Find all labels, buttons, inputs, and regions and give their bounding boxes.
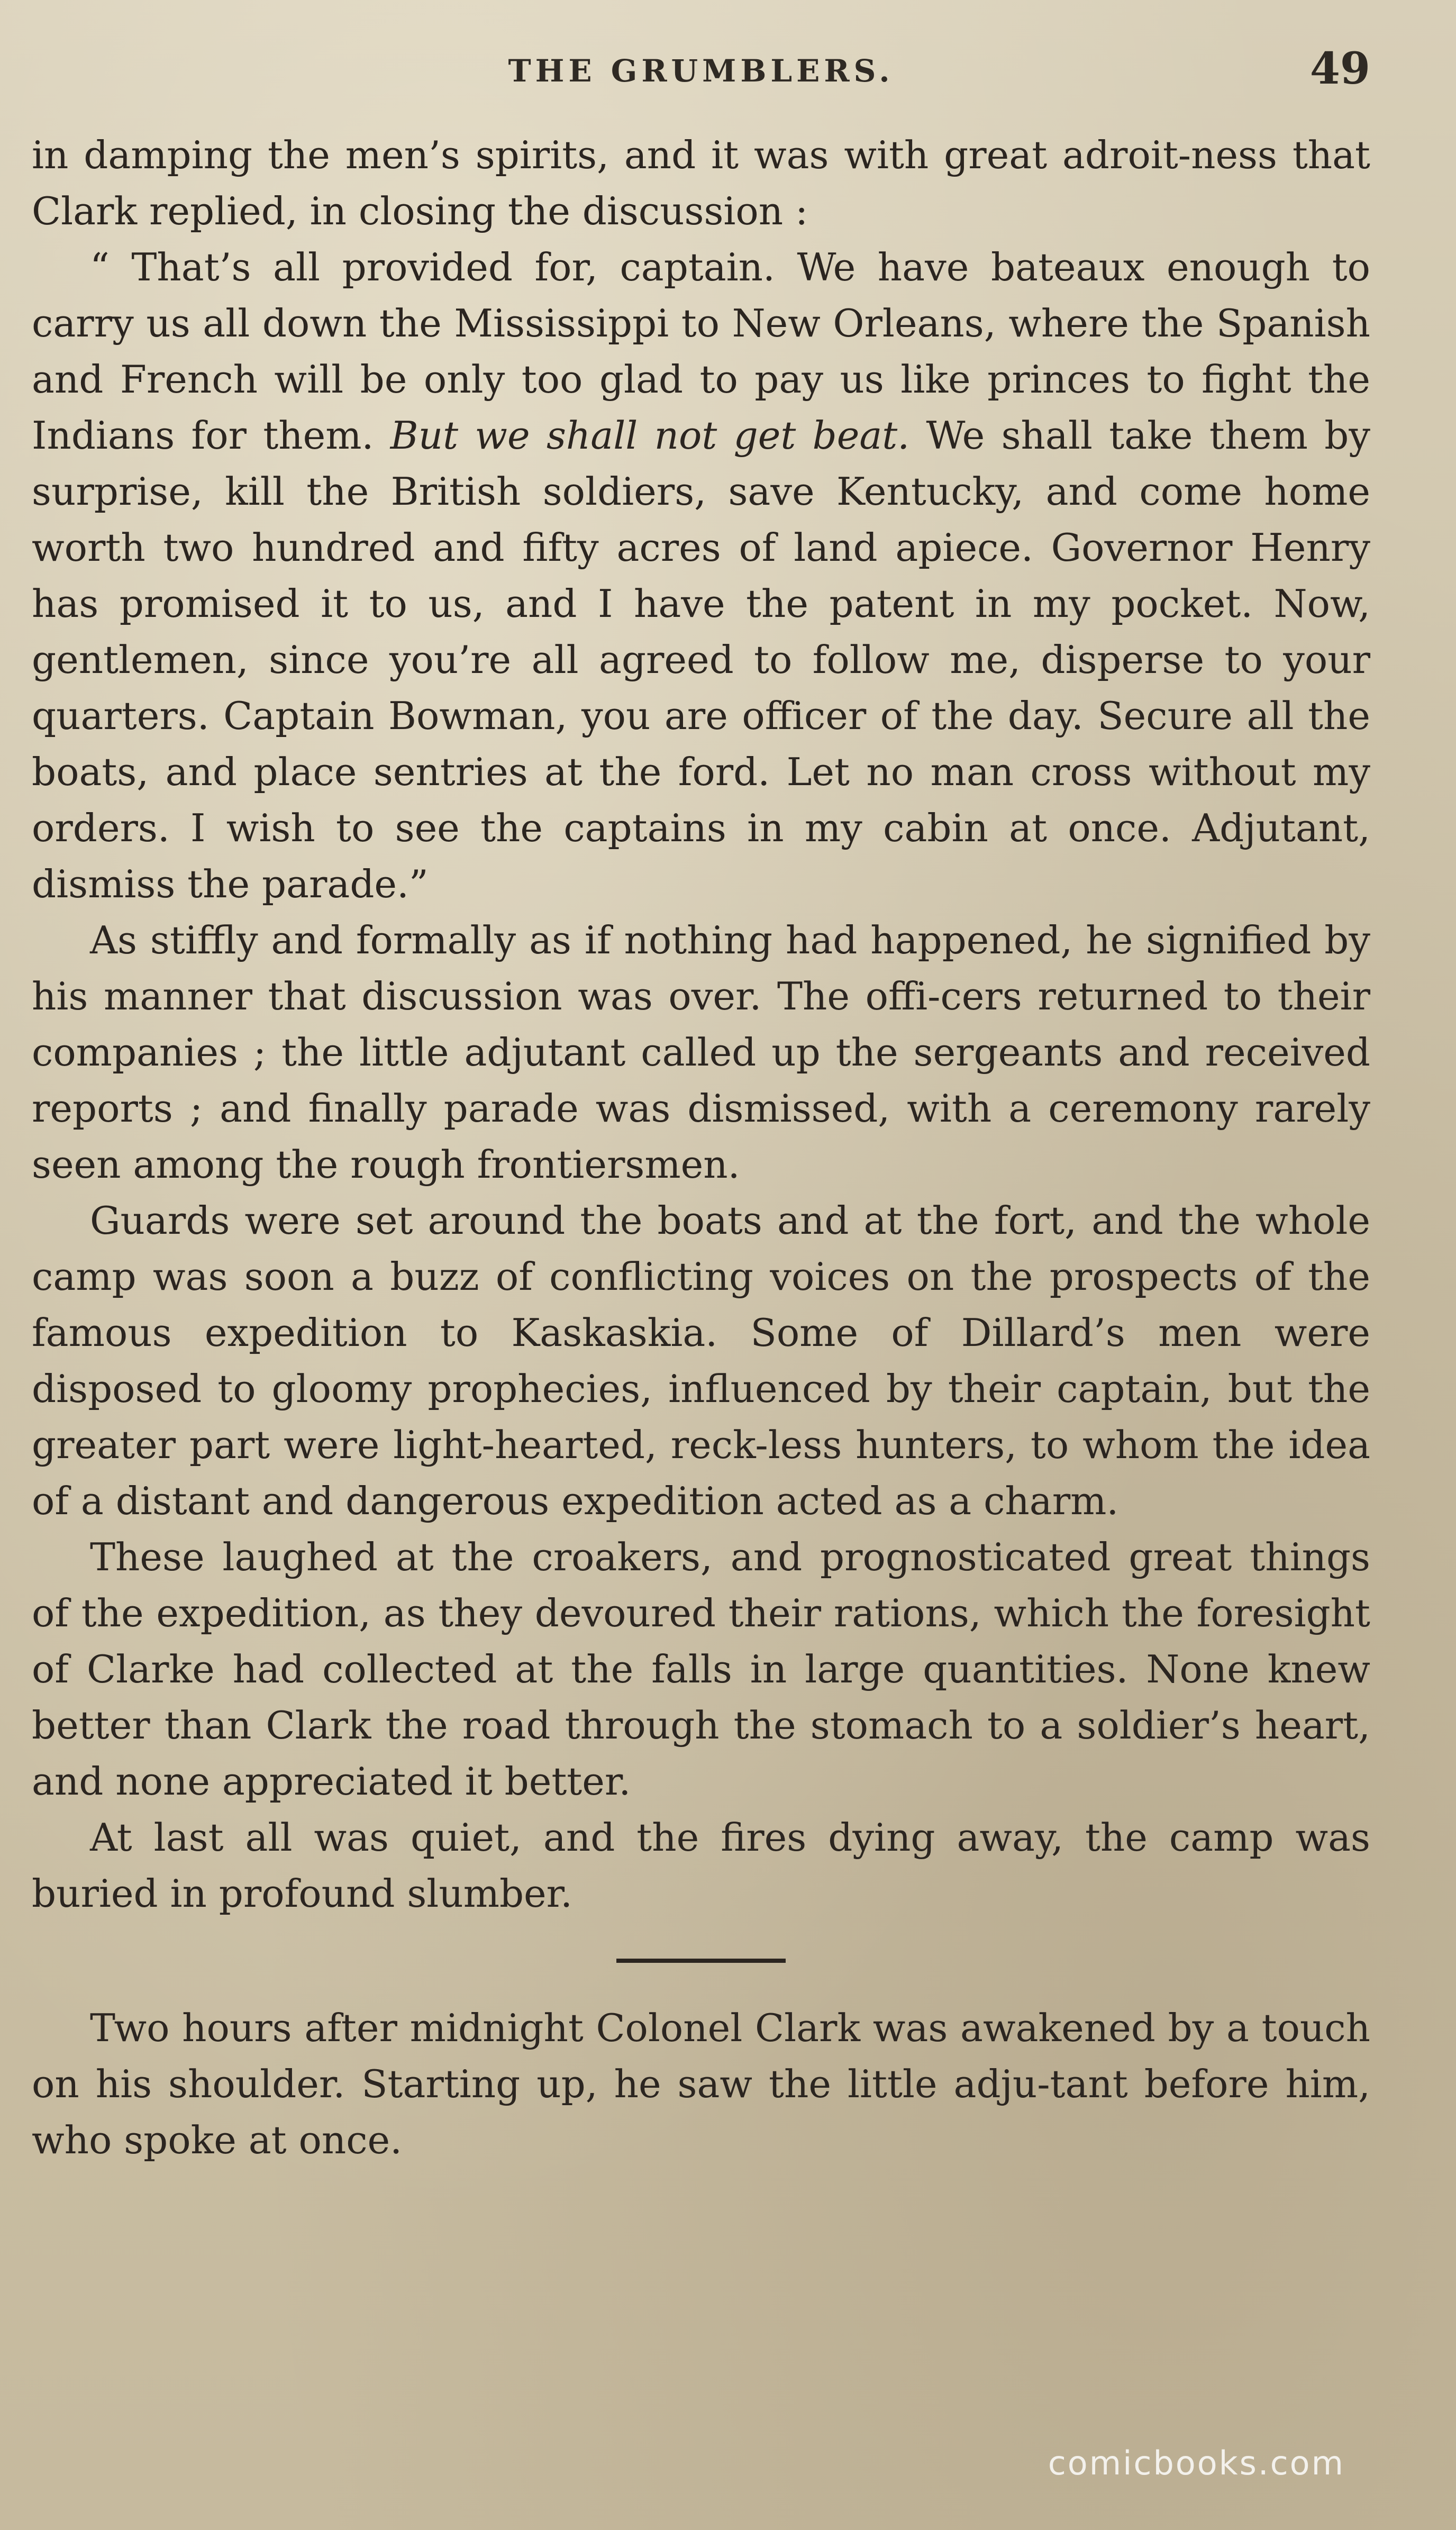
paragraph-7: Two hours after midnight Colonel Clark was awakened by a touch on his shoulder. Starting up, he saw the little adju-tant before him, who spoke at once. (32, 2006, 1370, 2162)
page-number: 49 (1309, 43, 1370, 94)
paragraph-2-continued: We shall take them by surprise, kill the British soldiers, save Kentucky, and come home worth two hundred and fifty acres of land apiece. Governor Henry has promised it to us, and I have the patent in my pocket. Now, gentlemen, since you’re all agreed to follow me, disperse to your quarters. Captain Bowman, you are officer of the day. Secure all the boats, and place sentries at the ford. Let no man cross without my orders. I wish to see the captains in my cabin at once. Adjutant, dismiss the parade.” (32, 413, 1371, 906)
paragraph-2-text: “ That’s all provided for, captain. We have bateaux enough to carry us all down the Mississippi to New Orleans, where the Spanish and French will be only too glad to pay us like princes to fight the Indians for them. (32, 245, 1370, 458)
page-header (32, 32, 1370, 111)
paragraph-2 (32, 239, 1370, 912)
paragraph-1: in damping the men’s spirits, and it was with great adroit-ness that Clark replied, in closing the discussion : (32, 133, 1370, 233)
paragraph-5: These laughed at the croakers, and prognosticated great things of the expedition, as they devoured their rations, which the foresight of Clarke had collected at the falls in large quantities. None knew better than Clark the road through the stomach to a soldier’s heart, and none appreciated it better. (32, 1535, 1370, 1804)
running-head: THE GRUMBLERS. (508, 53, 894, 89)
paragraph-6: At last all was quiet, and the fires dying away, the camp was buried in profound slumber. (32, 1815, 1370, 1916)
watermark: comicbooks.com (1048, 2444, 1345, 2482)
italic-phrase: But we shall not get beat. (390, 413, 910, 458)
paragraph-3: As stiffly and formally as if nothing had happened, he signified by his manner that discussion was over. The offi-cers returned to their companies ; the little adjutant called up the sergeants and received reports ; and finally parade was dismissed, with a ceremony rarely seen among the rough frontiersmen. (32, 918, 1370, 1187)
section-rule (616, 1959, 786, 1963)
body-text (32, 127, 1370, 2168)
paragraph-4: Guards were set around the boats and at the fort, and the whole camp was soon a buzz of conflicting voices on the prospects of the famous expedition to Kaskaskia. Some of Dillard’s men were disposed to gloomy prophecies, influenced by their captain, but the greater part were light-hearted, reck-less hunters, to whom the idea of a distant and dangerous expedition acted as a charm. (32, 1198, 1370, 1523)
book-page (32, 32, 1370, 2444)
